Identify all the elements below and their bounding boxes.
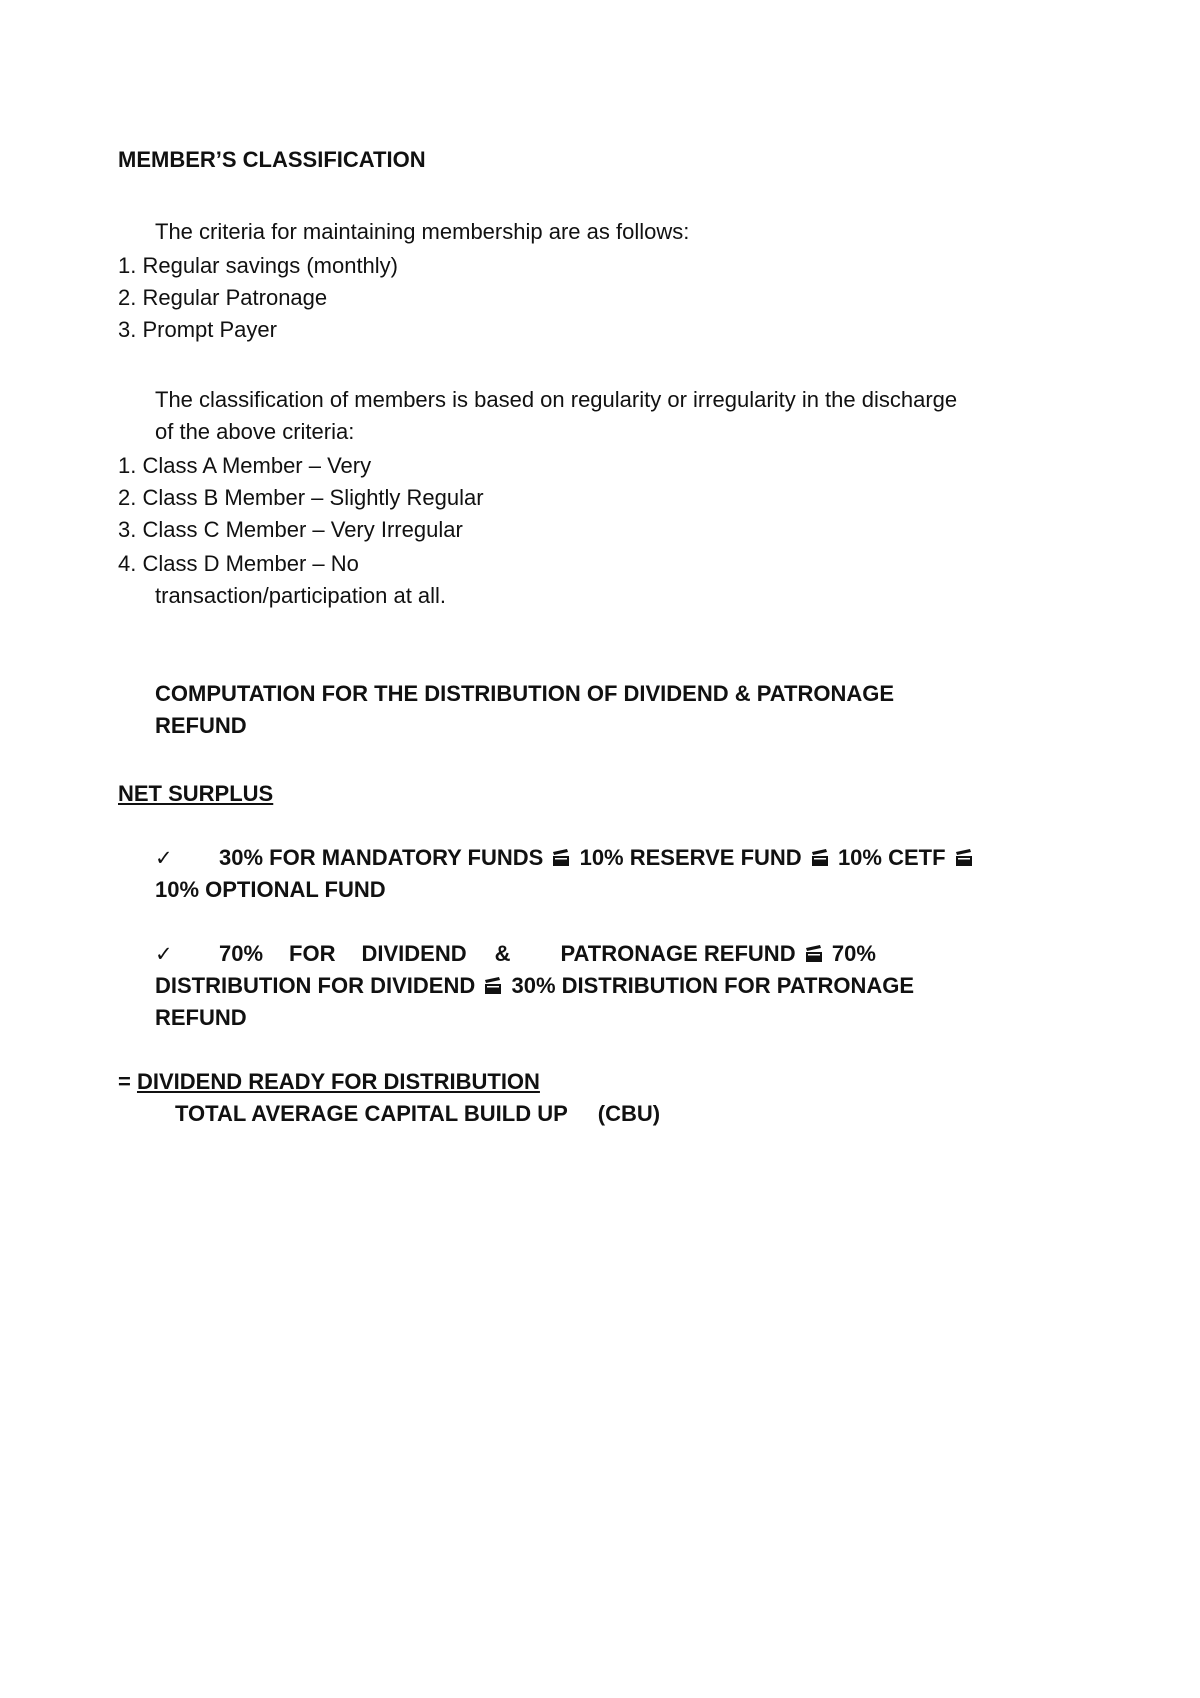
class-item-continuation: transaction/participation at all. [155,583,447,608]
equals-sign: = [118,1069,131,1094]
clapperboard-icon [483,977,503,995]
bullet-mandatory-funds: ✓ 30% FOR MANDATORY FUNDS 10% RESERVE FUND 10% CETF [155,844,976,872]
criteria-item: 2. Regular Patronage [118,285,328,310]
classification-intro: The classification of members is based on regularity or irregularity in the discharge [155,387,958,412]
dividend-result-label: DIVIDEND READY FOR DISTRIBUTION [136,1069,540,1094]
bullet-mandatory-funds-continuation: 10% OPTIONAL FUND [155,877,386,902]
check-mark-icon: ✓ [155,942,173,966]
computation-title: REFUND [155,713,247,738]
bullet-dividend-patronage-continuation: REFUND [155,1005,247,1030]
classification-intro: of the above criteria: [155,419,355,444]
clapperboard-icon [804,945,824,963]
bullet-dividend-patronage: ✓ 70% FOR DIVIDEND & PATRONAGE REFUND 70% [155,941,876,966]
check-mark-icon: ✓ [155,846,173,870]
class-item: 4. Class D Member – No [118,551,359,576]
clapperboard-icon [954,849,974,867]
class-item: 3. Class C Member – Very Irregular [118,517,463,542]
section-heading: MEMBER’S CLASSIFICATION [118,147,426,172]
clapperboard-icon [810,849,830,867]
criteria-item: 3. Prompt Payer [118,317,277,342]
computation-title: COMPUTATION FOR THE DISTRIBUTION OF DIVIDEND & PATRONAGE [155,681,895,706]
bullet-dividend-patronage-continuation: DISTRIBUTION FOR DIVIDEND 30% DISTRIBUTION FOR PATRONAGE [155,973,915,998]
class-item: 2. Class B Member – Slightly Regular [118,485,484,510]
net-surplus-heading: NET SURPLUS [118,781,274,806]
class-item: 1. Class A Member – Very [118,453,372,478]
denominator-line: TOTAL AVERAGE CAPITAL BUILD UP (CBU) [175,1101,661,1126]
dividend-result [118,1068,540,1096]
criteria-intro: The criteria for maintaining membership are as follows: [155,219,690,244]
clapperboard-icon [551,849,571,867]
criteria-item: 1. Regular savings (monthly) [118,253,399,278]
